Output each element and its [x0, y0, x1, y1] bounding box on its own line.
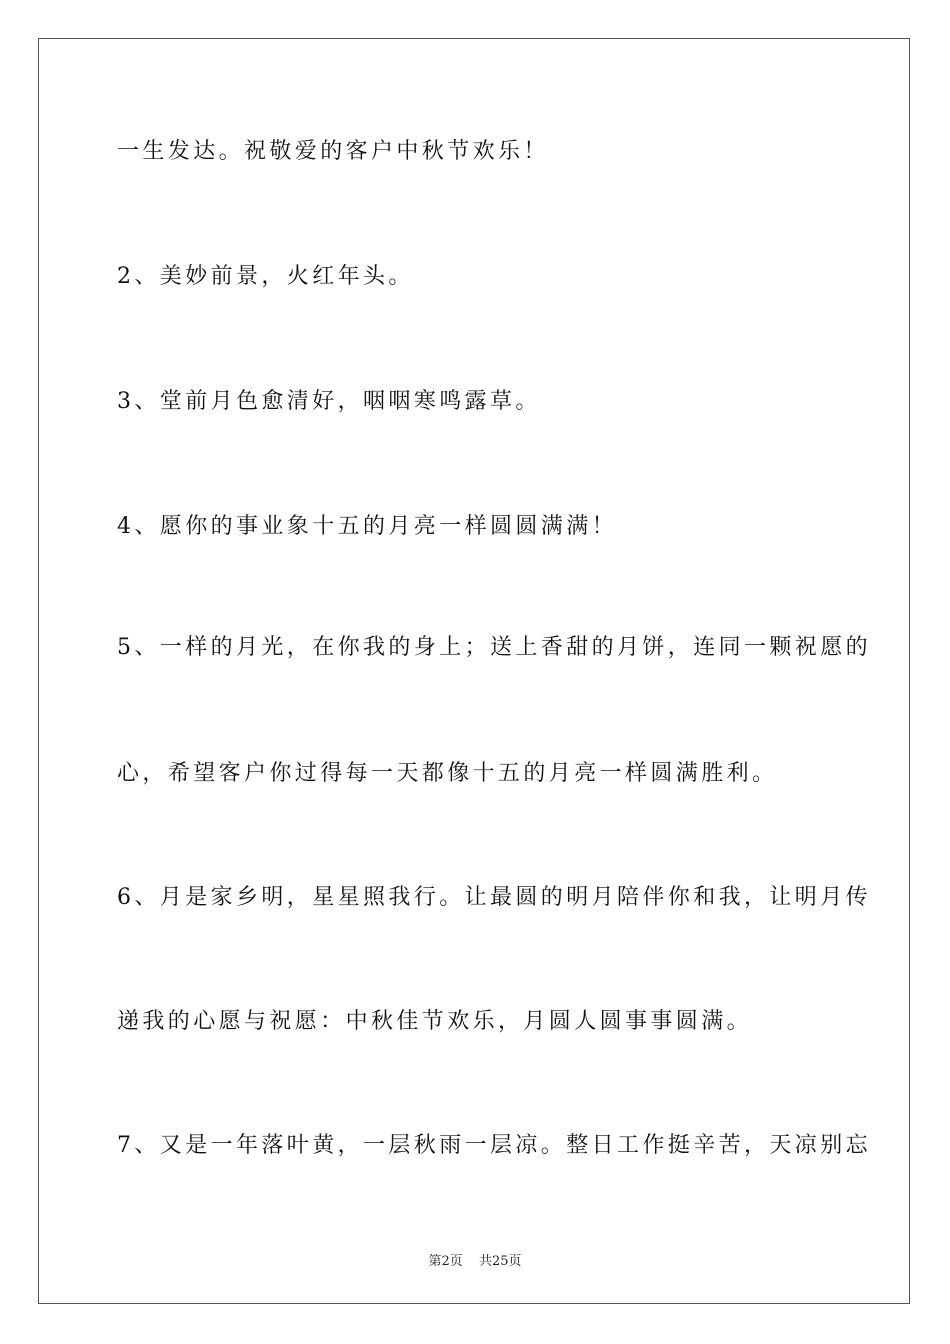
page-number: 第2页 — [428, 1254, 463, 1269]
text-line-1: 一生发达。祝敬爱的客户中秋节欢乐！ — [117, 139, 549, 164]
page-footer — [0, 1250, 950, 1269]
text-line-4: 4、愿你的事业象十五的月亮一样圆圆满满！ — [117, 514, 617, 539]
text-line-7: 6、月是家乡明，星星照我行。让最圆的明月陪伴你和我，让明月传 — [117, 885, 871, 910]
page-total: 共25页 — [478, 1254, 522, 1269]
text-line-8: 递我的心愿与祝愿：中秋佳节欢乐，月圆人圆事事圆满。 — [117, 1009, 753, 1034]
text-line-6: 心，希望客户你过得每一天都像十五的月亮一样圆满胜利。 — [117, 761, 778, 786]
page-frame — [38, 38, 910, 1304]
text-line-2: 2、美妙前景，火红年头。 — [117, 264, 414, 289]
text-line-9: 7、又是一年落叶黄，一层秋雨一层凉。整日工作挺辛苦，天凉别忘 — [117, 1133, 871, 1158]
text-line-5: 5、一样的月光，在你我的身上；送上香甜的月饼，连同一颗祝愿的 — [117, 635, 871, 660]
text-line-3: 3、堂前月色愈清好，咽咽寒鸣露草。 — [117, 389, 541, 414]
